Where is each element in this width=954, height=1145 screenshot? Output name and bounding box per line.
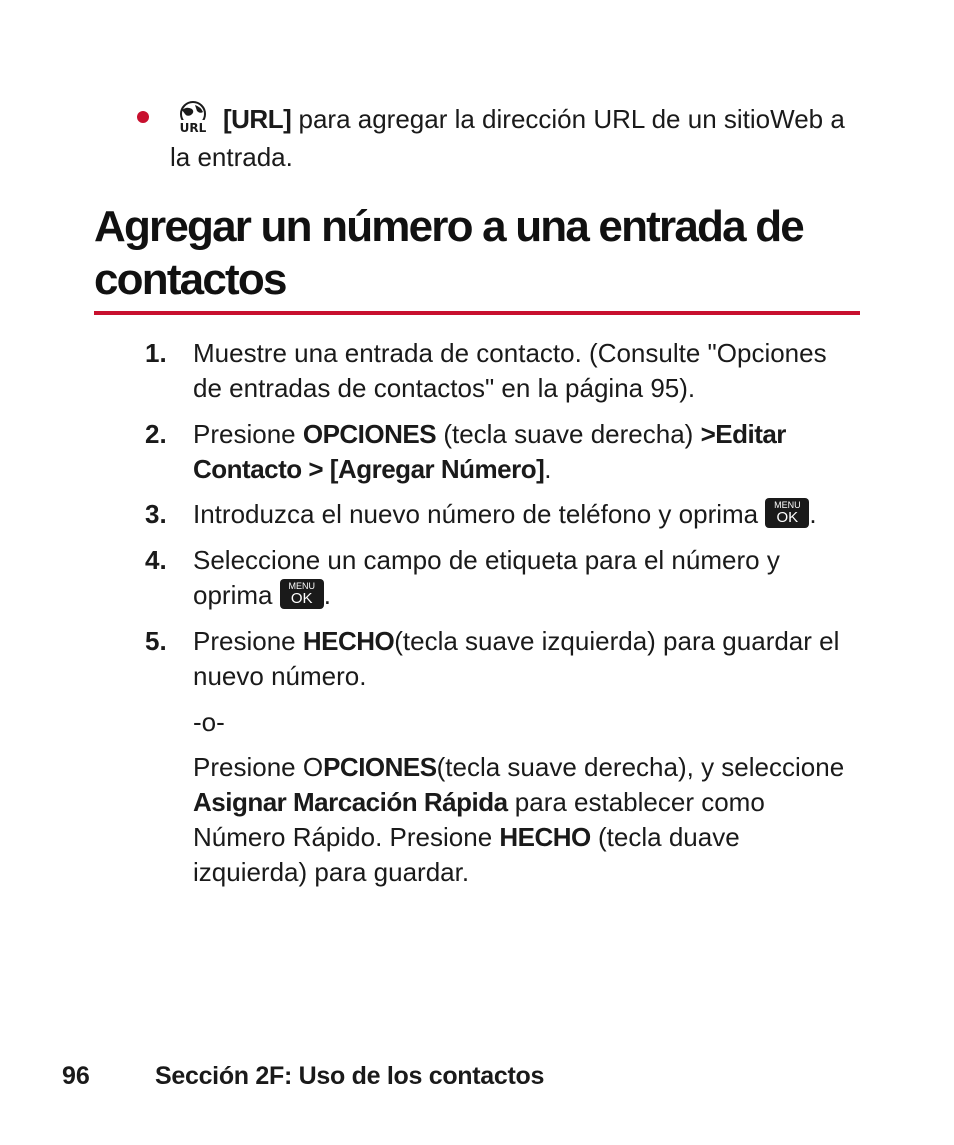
step-number: 4. <box>145 545 167 575</box>
section-title: Agregar un número a una entrada de contactos <box>94 202 803 304</box>
url-globe-icon <box>173 100 213 134</box>
hecho-key-label: HECHO <box>302 626 395 656</box>
step-number: 5. <box>145 626 167 656</box>
step-number: 3. <box>145 499 167 529</box>
step-number: 1. <box>145 338 167 368</box>
step-text: Seleccione un campo de etiqueta para el número y oprima MENU OK . <box>193 545 780 610</box>
alternative-instructions: Presione OPCIONES(tecla suave derecha), y seleccione Asignar Marcación Rápida para establecer como Número Rápido. Presione HECHO (tecla duave izquierda) para guardar. <box>193 752 845 887</box>
url-icon-text: URL <box>179 121 207 134</box>
or-separator: -o- <box>193 707 225 737</box>
bullet-text-line1: [URL] para agregar la dirección URL de un sitioWeb a <box>223 104 845 134</box>
footer-section-title: Sección 2F: Uso de los contactos <box>155 1062 545 1090</box>
step-text: Presione OPCIONES (tecla suave derecha) >Editar Contacto > [Agregar Número]. <box>193 419 786 484</box>
url-label: [URL] <box>223 104 292 134</box>
menu-ok-key-icon: MENU OK <box>765 498 809 528</box>
opciones-key-label: OPCIONES <box>302 419 437 449</box>
menu-ok-key-icon: MENU OK <box>280 579 324 609</box>
step-number: 2. <box>145 419 167 449</box>
step-text: Muestre una entrada de contacto. (Consulte "Opciones de entradas de contactos" en la página 95). <box>193 338 827 403</box>
speed-dial-option: Asignar Marcación Rápida <box>193 787 508 817</box>
menu-path: Contacto > [Agregar Número] <box>193 454 545 484</box>
bullet-dot <box>137 111 149 123</box>
title-divider <box>94 311 860 315</box>
bullet-text-line2: la entrada. <box>170 142 293 172</box>
page-number: 96 <box>62 1062 90 1090</box>
step-text: Presione HECHO(tecla suave izquierda) para guardar el nuevo número. <box>193 626 840 691</box>
step-text: Introduzca el nuevo número de teléfono y oprima MENU OK . <box>193 499 817 529</box>
